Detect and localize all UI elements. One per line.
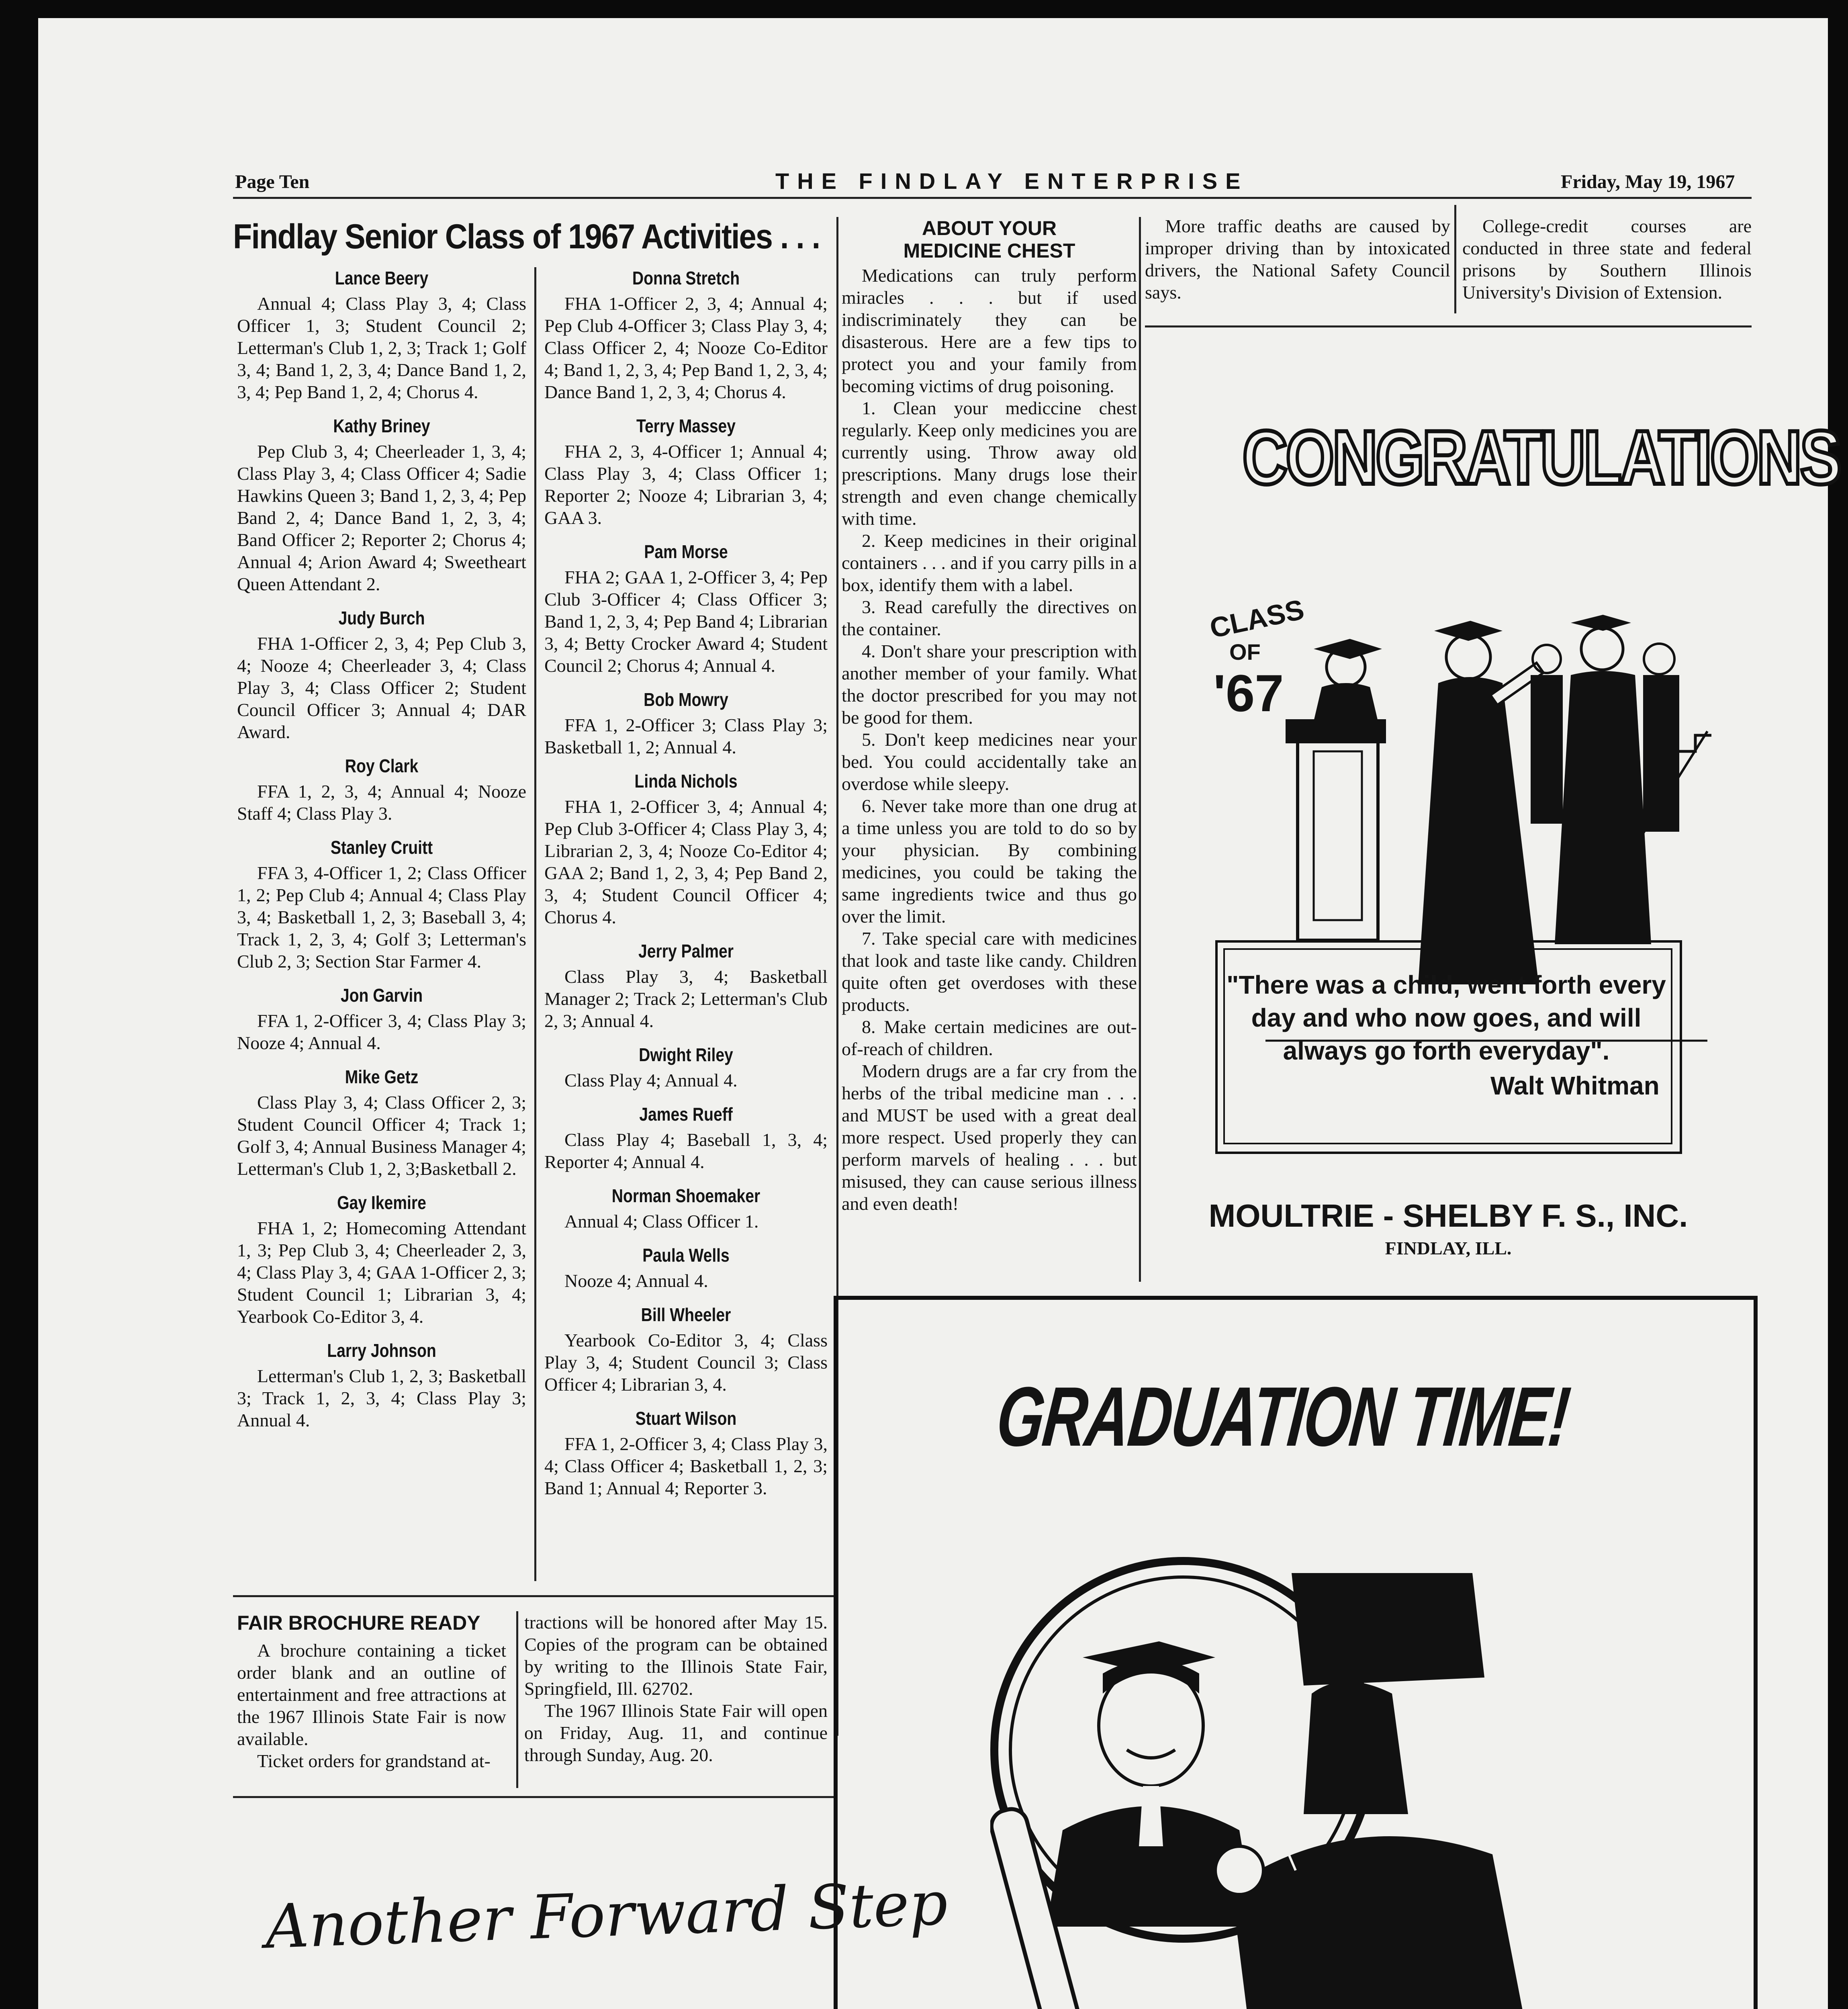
- senior-name: Stuart Wilson: [635, 1408, 737, 1429]
- section-rule: [233, 1595, 836, 1597]
- fair-col2: tractions will be honored after May 15. Copies of the program can be obtained by writing to the Illinois State Fair, Springfield, Ill. 62702. The 1967 Illinois State Fair will open on Friday, Aug. 11, and continue through Sunday, Aug. 20.: [524, 1612, 828, 1765]
- senior-name: Linda Nichols: [634, 771, 738, 792]
- college-note: College-credit courses are conducted in three state and federal prisons by Southern Illinois University's Division of Extension.: [1462, 216, 1752, 303]
- senior-name: Mike Getz: [345, 1066, 419, 1087]
- medicine-paragraph: Medications can truly perform miracles . . . but if used indiscriminately they can be disasterous. Here are a few tips to protect you and your family from becoming victims of drug poisoning.: [842, 265, 1137, 396]
- senior-name: Donna Stretch: [632, 268, 740, 288]
- senior-name: Stanley Cruitt: [330, 837, 433, 858]
- senior-activities-text: Nooze 4; Annual 4.: [564, 1270, 708, 1291]
- senior-activities-text: FFA 1, 2, 3, 4; Annual 4; Nooze Staff 4; Class Play 3.: [237, 781, 526, 824]
- senior-activities-text: FHA 2, 3, 4-Officer 1; Annual 4; Class Play 3, 4; Class Officer 1; Reporter 2; Nooze 4; Librarian 3, 4; GAA 3.: [544, 441, 828, 528]
- congratulations-ad: [1145, 333, 1840, 1270]
- graduation-headline: GRADUATION TIME!: [992, 1369, 1573, 1464]
- senior-activities-text: Letterman's Club 1, 2, 3; Basketball 3; Track 1, 2, 3, 4; Class Play 3; Annual 4.: [237, 1366, 526, 1430]
- header-rule: [233, 197, 1752, 199]
- graduation-ad: [834, 1296, 1758, 2009]
- congrats-sponsor: MOULTRIE - SHELBY F. S., INC.: [1208, 1198, 1688, 1234]
- senior-name: Norman Shoemaker: [611, 1185, 760, 1206]
- senior-name: Bill Wheeler: [641, 1304, 731, 1325]
- senior-list-right: [544, 267, 828, 1499]
- senior-activities-text: Class Play 3, 4; Basketball Manager 2; Track 2; Letterman's Club 2, 3; Annual 4.: [544, 966, 828, 1031]
- senior-name: Kathy Briney: [333, 415, 430, 436]
- medicine-paragraph: 8. Make certain medicines are out-of-reach of children.: [842, 1017, 1137, 1059]
- senior-name: Roy Clark: [345, 755, 419, 776]
- senior-activities-text: Annual 4; Class Officer 1.: [564, 1211, 759, 1232]
- medicine-paragraph: 7. Take special care with medicines that look and taste like candy. Children quite often get overdoses with these products.: [842, 928, 1137, 1015]
- column-rule: [516, 1611, 518, 1788]
- senior-activities-text: FHA 2; GAA 1, 2-Officer 3, 4; Pep Club 3-Officer 4; Class Officer 3; Band 1, 2, 3, 4; Pep Band 4; Librarian 3, 4; Betty Crocker Award 4; Student Council 2; Chorus 4; Annual 4.: [544, 567, 828, 676]
- senior-name: Jerry Palmer: [638, 941, 734, 962]
- medicine-paragraph: 5. Don't keep medicines near your bed. You could accidentally take an overdose while sleepy.: [842, 729, 1137, 794]
- senior-name: Pam Morse: [644, 541, 728, 562]
- congrats-sponsor-city: FINDLAY, ILL.: [1385, 1238, 1512, 1258]
- medicine-title-line1: ABOUT YOUR: [922, 217, 1057, 239]
- traffic-note: More traffic deaths are caused by improper driving than by intoxicated drivers, the National Safety Council says.: [1145, 216, 1450, 303]
- page-label: Page Ten: [235, 171, 310, 192]
- senior-activities-title: Findlay Senior Class of 1967 Activities . . .: [233, 217, 820, 256]
- medicine-paragraph: 3. Read carefully the directives on the container.: [842, 597, 1137, 639]
- class-year: '67: [1213, 664, 1284, 722]
- senior-name: Gay Ikemire: [337, 1192, 426, 1213]
- senior-activities-text: FHA 1, 2; Homecoming Attendant 1, 3; Pep Club 3, 4; Cheerleader 2, 3, 4; Class Play 3, 4; GAA 1-Officer 2, 3; Student Council 1; Librarian 3, 4; Yearbook Co-Editor 3, 4.: [237, 1218, 526, 1327]
- paper-name: THE FINDLAY ENTERPRISE: [775, 168, 1249, 194]
- quote-author: Walt Whitman: [1490, 1071, 1660, 1100]
- medicine-paragraph: 2. Keep medicines in their original containers . . . and if you carry pills in a box, identify them with a label.: [842, 530, 1137, 595]
- senior-name: Paula Wells: [642, 1245, 730, 1266]
- congrats-headline: CONGRATULATIONS: [1242, 415, 1840, 500]
- medicine-chest-article: [842, 217, 1137, 1215]
- senior-name: Larry Johnson: [327, 1340, 436, 1361]
- forward-step-ad: [233, 1856, 949, 2009]
- fair-title: FAIR BROCHURE READY: [237, 1612, 480, 1634]
- class-word: CLASS: [1207, 593, 1307, 644]
- senior-activities-text: FHA 1-Officer 2, 3, 4; Annual 4; Pep Club 4-Officer 3; Class Play 3, 4; Class Officer 2, 4; Nooze Co-Editor 4; Band 1, 2, 3, 4; Pep Band 1, 2, 3, 4; Dance Band 1, 2, 3, 4; Chorus 4.: [544, 293, 828, 402]
- senior-activities-text: FFA 3, 4-Officer 1, 2; Class Officer 1, 2; Pep Club 4; Annual 4; Class Play 3, 4; Basketball 1, 2, 3; Baseball 3, 4; Track 1, 2, 3, 4; Golf 3; Letterman's Club 2, 3; Section Star Farmer 4.: [237, 863, 526, 972]
- senior-activities-text: FFA 1, 2-Officer 3, 4; Class Play 3; Nooze 4; Annual 4.: [237, 1011, 526, 1053]
- column-rule: [534, 267, 536, 1581]
- of-word: OF: [1229, 639, 1261, 665]
- medicine-paragraph: 4. Don't share your prescription with another member of your family. What the doctor prescribed for you may not be good for them.: [842, 641, 1137, 728]
- section-rule: [233, 1796, 836, 1798]
- senior-activities-text: Annual 4; Class Play 3, 4; Class Officer 1, 3; Student Council 2; Letterman's Club 1, 2, 3; Track 1; Golf 3, 4; Band 1, 2, 3, 4; Dance Band 1, 2, 3, 4; Pep Band 1, 2, 4; Chorus 4.: [237, 293, 526, 402]
- senior-name: James Rueff: [639, 1104, 733, 1125]
- whitman-quote: "There was a child, went forth every day and who now goes, and will always go forth everyday".: [1227, 970, 1666, 1065]
- medicine-paragraph: 1. Clean your mediccine chest regularly. Keep only medicines you are currently using. Throw away old prescriptions. Many drugs lose their strength and even change chemically with time.: [842, 398, 1137, 529]
- issue-date: Friday, May 19, 1967: [1561, 171, 1735, 192]
- medicine-paragraph: 6. Never take more than one drug at a time unless you are told to do so by your physician. By combining medicines, you could be taking the same ingredients twice and thus go over the limit.: [842, 796, 1137, 927]
- graduate-mirror-illustration: [990, 1525, 1653, 2009]
- senior-activities-text: FFA 1, 2-Officer 3, 4; Class Play 3, 4; Class Officer 4; Basketball 1, 2, 3; Band 1; Annual 4; Reporter 3.: [544, 1434, 828, 1498]
- medicine-title-line2: MEDICINE CHEST: [903, 239, 1075, 262]
- senior-activities-text: Class Play 3, 4; Class Officer 2, 3; Student Council Officer 4; Track 1; Golf 3, 4; Annual Business Manager 4; Letterman's Club 1, 2, 3;Basketball 2.: [237, 1092, 526, 1179]
- senior-activities-text: FFA 1, 2-Officer 3; Class Play 3; Basketball 1, 2; Annual 4.: [544, 715, 828, 757]
- column-rule: [1139, 217, 1141, 1282]
- senior-activities-text: Class Play 4; Annual 4.: [564, 1070, 738, 1090]
- senior-name: Judy Burch: [338, 608, 425, 628]
- senior-activities-text: Yearbook Co-Editor 3, 4; Class Play 3, 4; Student Council 3; Class Officer 4; Librarian 3, 4.: [544, 1330, 828, 1395]
- senior-list-left: [237, 267, 526, 1431]
- senior-activities-text: Pep Club 3, 4; Cheerleader 1, 3, 4; Class Play 3, 4; Class Officer 4; Sadie Hawkins Queen 3; Band 1, 2, 3, 4; Pep Band 2, 4; Dance Band 1, 2, 3, 4; Band Officer 2; Reporter 2; Chorus 4; Annual 4; Arion Award 4; Sweetheart Queen Attendant 2.: [237, 441, 526, 594]
- senior-activities-text: FHA 1, 2-Officer 3, 4; Annual 4; Pep Club 3-Officer 4; Class Play 3, 4; Librarian 2, 3, 4; Nooze Co-Editor 4; GAA 2; Band 1, 2, 3, 4; Pep Band 2, 3, 4; Student Council Officer 4; Chorus 4.: [544, 796, 828, 927]
- senior-name: Jon Garvin: [340, 985, 423, 1006]
- medicine-paragraph: Modern drugs are a far cry from the herbs of the tribal medicine man . . . and MUST be used with a great deal more respect. Used properly they can perform marvels of healing . . . but misused, they can cause serious illness and even death!: [842, 1061, 1137, 1214]
- column-rule: [1454, 205, 1456, 313]
- section-rule: [1145, 325, 1752, 327]
- senior-activities-text: FHA 1-Officer 2, 3, 4; Pep Club 3, 4; Nooze 4; Cheerleader 3, 4; Class Play 3, 4; Class Officer 2; Student Council Officer 3; Annual 4; DAR Award.: [237, 633, 526, 742]
- senior-activities-text: Class Play 4; Baseball 1, 3, 4; Reporter 4; Annual 4.: [544, 1129, 828, 1172]
- fair-col1: A brochure containing a ticket order blank and an outline of entertainment and free attractions at the 1967 Illinois State Fair is now available. Ticket orders for grandstand at-: [237, 1640, 506, 1771]
- senior-name: Terry Massey: [636, 415, 736, 436]
- senior-name: Lance Beery: [335, 268, 429, 288]
- forward-step-script-title: Another Forward Step: [264, 1868, 949, 1962]
- senior-name: Bob Mowry: [644, 689, 728, 710]
- senior-name: Dwight Riley: [639, 1044, 733, 1065]
- medicine-paragraphs: [842, 264, 1137, 1215]
